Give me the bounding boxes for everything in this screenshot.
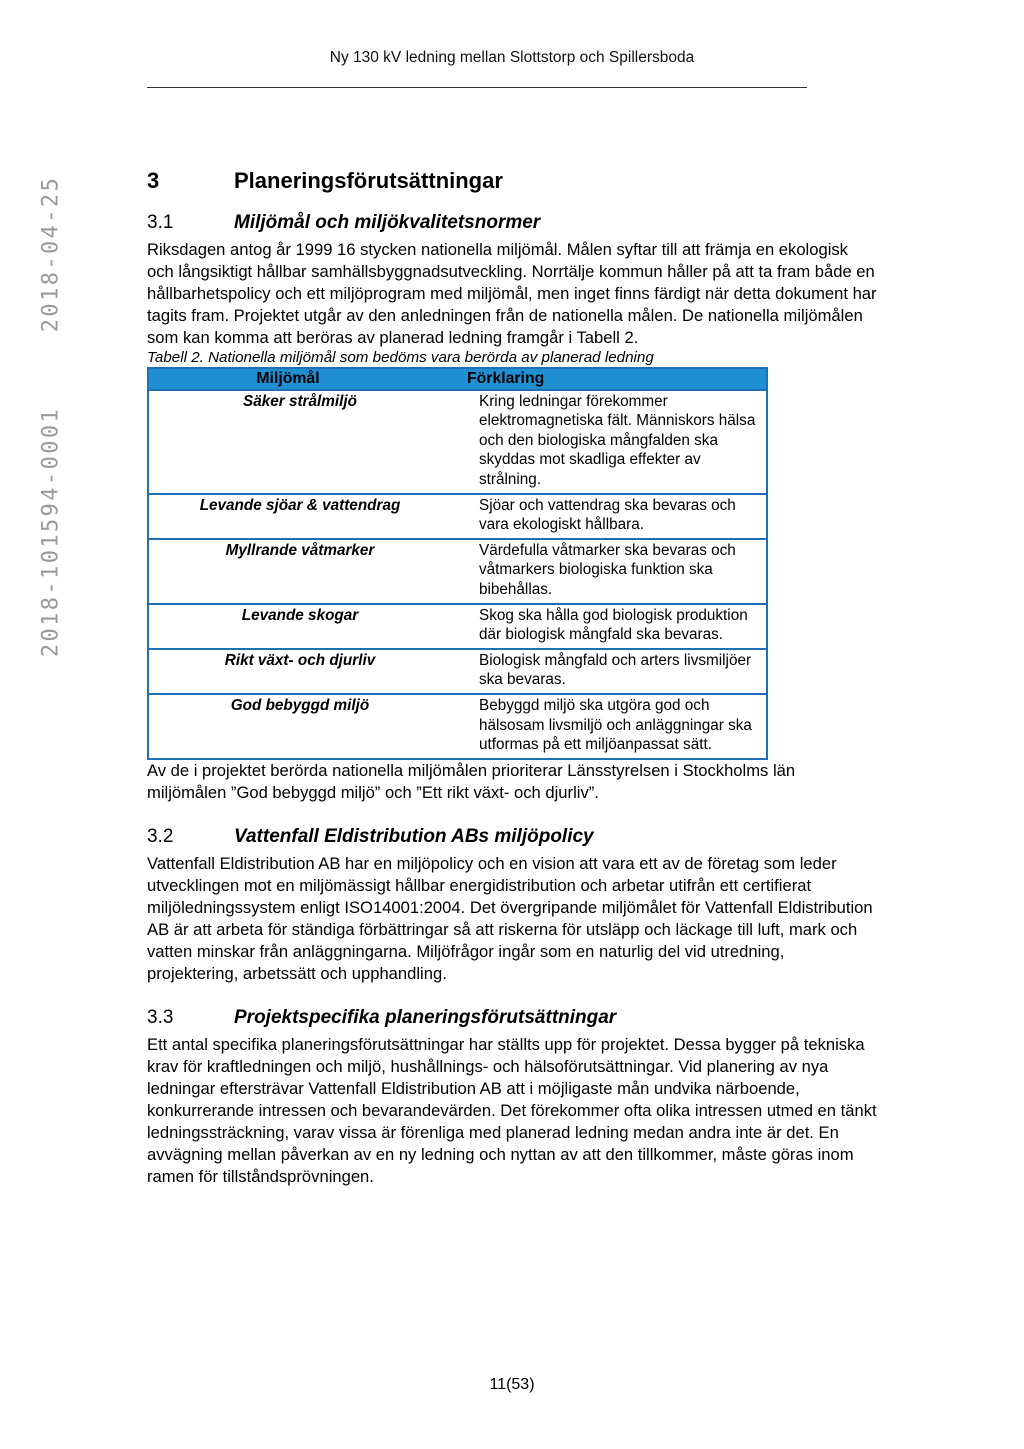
- section-number: 3.2: [147, 825, 174, 847]
- explanation-cell: Skog ska hålla god biologisk produktion där biologisk mångfald ska bevaras.: [461, 604, 767, 649]
- running-header: Ny 130 kV ledning mellan Slottstorp och Spillersboda: [329, 49, 695, 66]
- section-heading: [147, 826, 877, 848]
- page-number: 11(53): [489, 1376, 535, 1393]
- explanation-cell: Värdefulla våtmarker ska bevaras och våtmarkers biologiska funktion ska bibehållas.: [461, 539, 767, 604]
- table-row: [148, 649, 767, 694]
- section-title: Projektspecifika planeringsförutsättningar: [234, 1006, 617, 1028]
- explanation-cell: Biologisk mångfald och arters livsmiljöer ska bevaras.: [461, 649, 767, 694]
- explanation-cell: Sjöar och vattendrag ska bevaras och vara ekologiskt hållbara.: [461, 494, 767, 539]
- goal-cell: Levande sjöar & vattendrag: [148, 494, 461, 539]
- table-caption: Tabell 2. Nationella miljömål som bedöms vara berörda av planerad ledning: [147, 349, 654, 366]
- header-divider: [147, 87, 807, 88]
- priority-paragraph: Av de i projektet berörda nationella miljömålen prioriterar Länsstyrelsen i Stockholms län miljömålen ”God bebyggd miljö” och ”Ett rikt växt- och djurliv”.: [147, 760, 796, 802]
- column-header-explanation: Förklaring: [461, 368, 767, 390]
- table-row: [148, 494, 767, 539]
- chapter-number: 3: [147, 168, 160, 193]
- table-row: [148, 390, 767, 494]
- goal-cell: Säker strålmiljö: [148, 390, 461, 494]
- table-row: [148, 694, 767, 759]
- section-heading: [147, 1007, 877, 1029]
- section-paragraph: Riksdagen antog år 1999 16 stycken nationella miljömål. Målen syftar till att främja en ekologisk och långsiktigt hållbar samhällsbyggnadsutveckling. Norrtälje kommun håller på att ta fram både en hållbarhetspolicy och ett miljöprogram med miljömål, men inget finns färdigt när detta dokument har tagits fram. Projektet utgår av den anledningen från de nationella målen. De nationella miljömålen som kan komma att beröras av planerad ledning framgår i Tabell 2.: [147, 240, 877, 347]
- environmental-goals-table: [147, 367, 768, 760]
- explanation-cell: Bebyggd miljö ska utgöra god och hälsosam livsmiljö och anläggningar ska utformas på ett miljöanpassat sätt.: [461, 694, 767, 759]
- section-number: 3.3: [147, 1006, 174, 1028]
- table-row: [148, 604, 767, 649]
- table-row: [148, 539, 767, 604]
- section-paragraph: Ett antal specifika planeringsförutsättningar har ställts upp för projektet. Dessa bygger på tekniska krav för kraftledningen och miljö, hushållnings- och hälsoförutsättningar. Vid planering av nya ledningar eftersträvar Vattenfall Eldistribution AB att i möjligaste mån undvika närboende, konkurrerande intressen och bevarandevärden. Det förekommer ofta olika intressen utmed en tänkt ledningssträckning, varav vissa är förenliga med planerad ledning medan andra inte är det. En avvägning mellan påverkan av en ny ledning och nyttan av att den tillkommer, måste göras inom ramen för tillståndsprövningen.: [147, 1034, 877, 1186]
- section-title: Miljömål och miljökvalitetsnormer: [234, 212, 541, 233]
- chapter-heading: [147, 168, 877, 194]
- column-header-goal: Miljömål: [148, 368, 461, 390]
- section-number: 3.1: [147, 212, 174, 233]
- table-header-row: [148, 368, 767, 390]
- explanation-cell: Kring ledningar förekommer elektromagnetiska fält. Människors hälsa och den biologiska mångfalden ska skyddas mot skadliga effekter av strålning.: [461, 390, 767, 494]
- page-content: [147, 168, 877, 1188]
- section-heading: [147, 212, 877, 234]
- goal-cell: Levande skogar: [148, 604, 461, 649]
- goal-cell: Rikt växt- och djurliv: [148, 649, 461, 694]
- section-paragraph: Vattenfall Eldistribution AB har en miljöpolicy och en vision att vara ett av de företag som leder utvecklingen mot en miljömässigt hållbar energidistribution och arbetar utifrån ett certifierat miljöledningssystem enligt ISO14001:2004. Det övergripande miljömålet för Vattenfall Eldistribution AB är att arbeta för ständiga förbättringar så att riskerna för utsläpp och läckage till luft, mark och vatten minskar från anläggningarna. Miljöfrågor ingår som en naturlig del vid utredning, projektering, arbetssätt och upphandling.: [147, 853, 873, 983]
- chapter-title: Planeringsförutsättningar: [234, 168, 503, 193]
- section-title: Vattenfall Eldistribution ABs miljöpolicy: [234, 825, 594, 847]
- goal-cell: God bebyggd miljö: [148, 694, 461, 759]
- goal-cell: Myllrande våtmarker: [148, 539, 461, 604]
